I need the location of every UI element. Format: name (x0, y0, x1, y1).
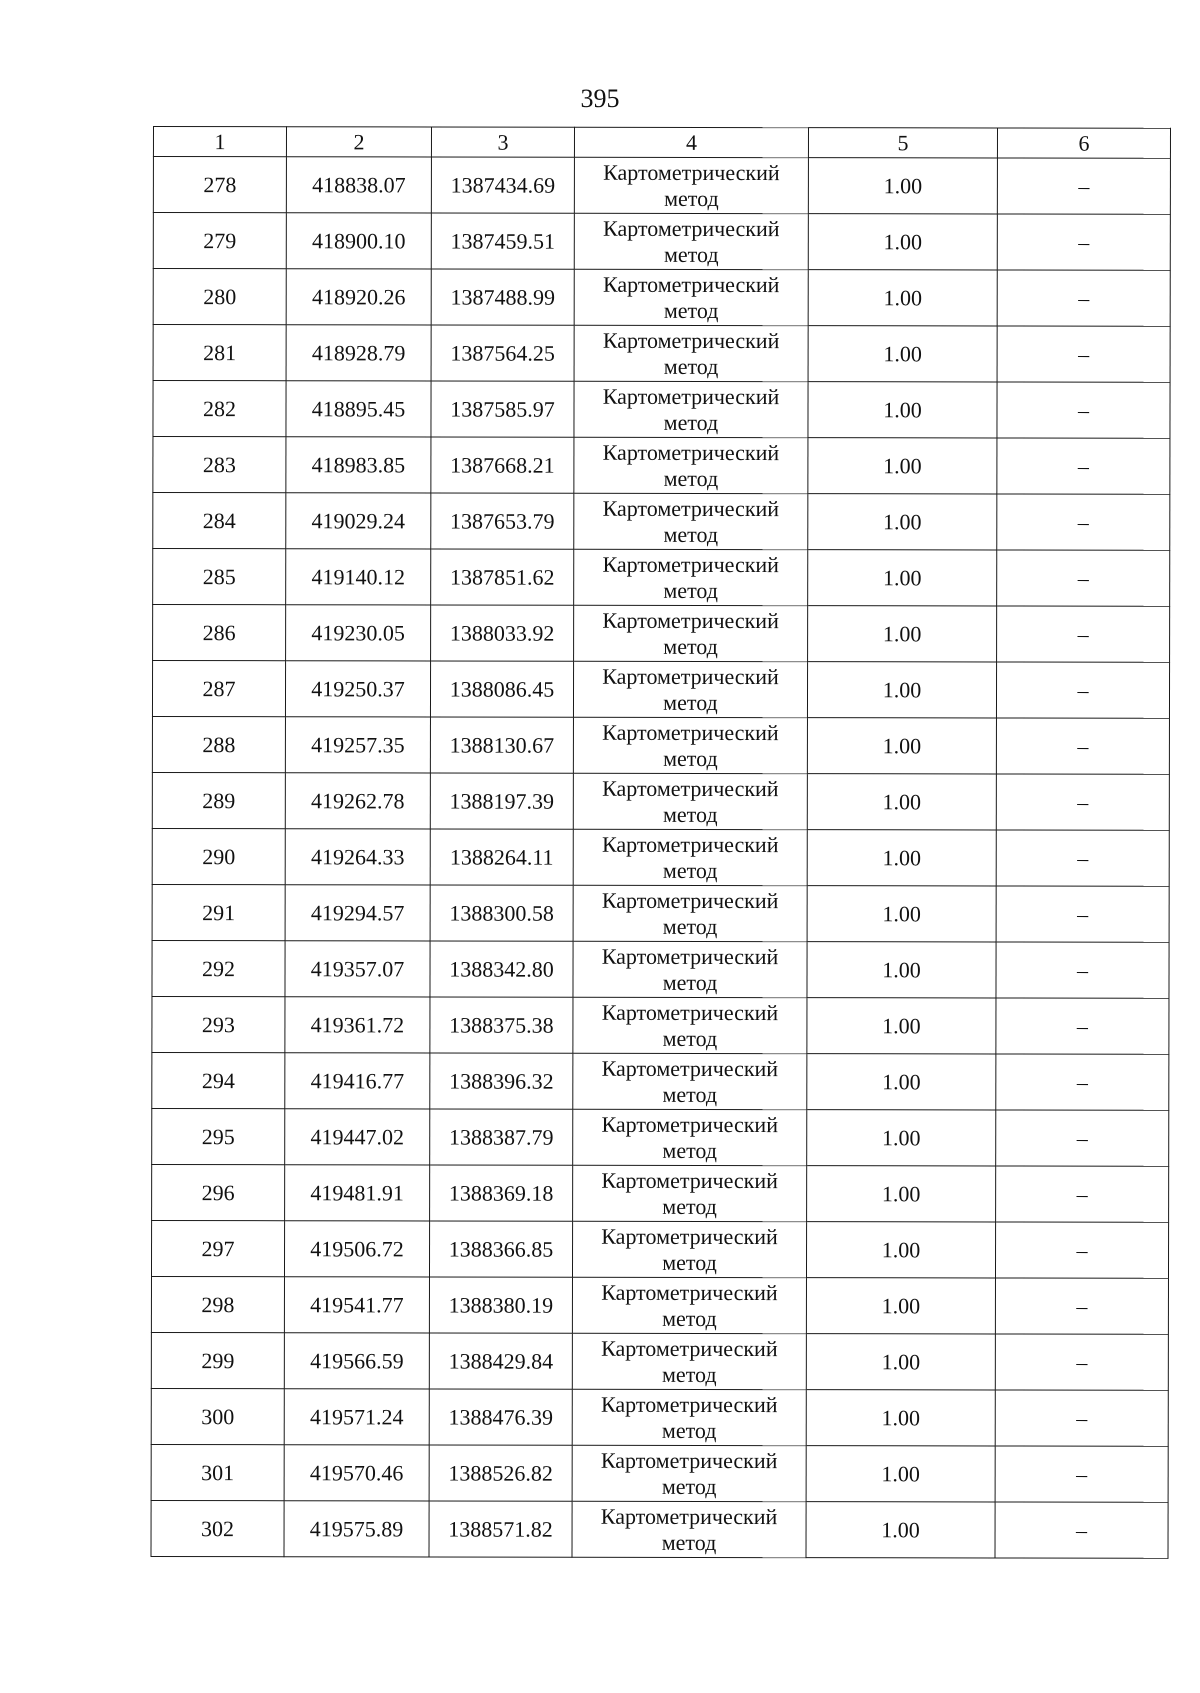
cell-method: Картометрический метод (574, 493, 808, 549)
cell-y-coordinate: 1387434.69 (431, 157, 574, 213)
cell-point-number: 283 (153, 437, 286, 493)
cell-x-coordinate: 419481.91 (285, 1165, 430, 1221)
cell-y-coordinate: 1388342.80 (430, 941, 573, 997)
cell-method: Картометрический метод (573, 941, 807, 997)
cell-x-coordinate: 419571.24 (284, 1389, 429, 1445)
cell-note: – (997, 438, 1170, 494)
cell-point-number: 301 (151, 1444, 284, 1500)
cell-method: Картометрический метод (573, 1109, 807, 1165)
cell-method: Картометрический метод (574, 157, 808, 213)
cell-accuracy: 1.00 (806, 1222, 995, 1278)
cell-note: – (996, 886, 1169, 942)
cell-y-coordinate: 1388375.38 (430, 997, 573, 1053)
cell-y-coordinate: 1387668.21 (431, 437, 574, 493)
cell-point-number: 299 (151, 1332, 284, 1388)
cell-point-number: 280 (153, 269, 286, 325)
cell-method: Картометрический метод (574, 381, 808, 437)
table-row (153, 549, 1170, 607)
cell-note: – (996, 998, 1169, 1054)
cell-point-number: 286 (153, 605, 286, 661)
table-row (151, 1276, 1168, 1334)
cell-method: Картометрический метод (573, 773, 807, 829)
table-row (153, 493, 1170, 551)
cell-y-coordinate: 1388300.58 (430, 885, 573, 941)
cell-method: Картометрический метод (572, 1277, 806, 1333)
cell-point-number: 292 (152, 940, 285, 996)
cell-y-coordinate: 1388387.79 (430, 1109, 573, 1165)
cell-point-number: 285 (153, 549, 286, 605)
cell-method: Картометрический метод (573, 1165, 807, 1221)
table-row (152, 940, 1169, 998)
header-col-2: 2 (286, 127, 431, 157)
table-body (151, 157, 1170, 1559)
table-row (152, 1164, 1169, 1222)
cell-note: – (997, 270, 1170, 326)
table-row (152, 661, 1169, 719)
cell-y-coordinate: 1387585.97 (431, 381, 574, 437)
cell-accuracy: 1.00 (808, 326, 997, 382)
cell-y-coordinate: 1388369.18 (430, 1165, 573, 1221)
cell-note: – (995, 1334, 1168, 1390)
cell-point-number: 281 (153, 325, 286, 381)
cell-note: – (997, 382, 1170, 438)
cell-accuracy: 1.00 (808, 550, 997, 606)
cell-y-coordinate: 1388526.82 (429, 1445, 572, 1501)
table-row (153, 269, 1170, 327)
cell-point-number: 278 (153, 157, 286, 213)
cell-y-coordinate: 1388380.19 (429, 1277, 572, 1333)
cell-point-number: 291 (152, 884, 285, 940)
cell-accuracy: 1.00 (808, 438, 997, 494)
cell-accuracy: 1.00 (808, 494, 997, 550)
cell-x-coordinate: 418838.07 (286, 157, 431, 213)
cell-method: Картометрический метод (573, 661, 807, 717)
cell-note: – (995, 1390, 1168, 1446)
cell-method: Картометрический метод (574, 549, 808, 605)
page-number: 395 (580, 84, 620, 113)
table-row (151, 1444, 1168, 1502)
table-row (153, 325, 1170, 383)
header-row (153, 127, 1170, 159)
cell-y-coordinate: 1388264.11 (430, 829, 573, 885)
cell-accuracy: 1.00 (807, 662, 996, 718)
cell-x-coordinate: 419416.77 (285, 1053, 430, 1109)
cell-method: Картометрический метод (574, 437, 808, 493)
cell-method: Картометрический метод (574, 325, 808, 381)
cell-accuracy: 1.00 (806, 1390, 995, 1446)
cell-point-number: 302 (151, 1500, 284, 1556)
cell-point-number: 297 (151, 1220, 284, 1276)
table-row (153, 381, 1170, 439)
table-row (151, 1388, 1168, 1446)
cell-accuracy: 1.00 (806, 1502, 995, 1558)
cell-point-number: 289 (152, 772, 285, 828)
cell-x-coordinate: 419294.57 (285, 885, 430, 941)
cell-accuracy: 1.00 (806, 1278, 995, 1334)
cell-point-number: 282 (153, 381, 286, 437)
cell-method: Картометрический метод (573, 997, 807, 1053)
cell-method: Картометрический метод (573, 717, 807, 773)
cell-point-number: 294 (152, 1052, 285, 1108)
cell-method: Картометрический метод (573, 829, 807, 885)
cell-x-coordinate: 419029.24 (286, 493, 431, 549)
cell-point-number: 293 (152, 996, 285, 1052)
cell-accuracy: 1.00 (807, 942, 996, 998)
cell-method: Картометрический метод (572, 1333, 806, 1389)
cell-point-number: 295 (152, 1108, 285, 1164)
cell-point-number: 290 (152, 828, 285, 884)
table-row (153, 213, 1170, 271)
cell-point-number: 287 (152, 661, 285, 717)
cell-x-coordinate: 418983.85 (286, 437, 431, 493)
cell-x-coordinate: 419447.02 (285, 1109, 430, 1165)
cell-x-coordinate: 419357.07 (285, 941, 430, 997)
cell-method: Картометрический метод (574, 213, 808, 269)
cell-note: – (996, 718, 1169, 774)
cell-note: – (996, 774, 1169, 830)
cell-accuracy: 1.00 (807, 1054, 996, 1110)
cell-method: Картометрический метод (572, 1501, 806, 1557)
cell-x-coordinate: 419250.37 (285, 661, 430, 717)
table-row (151, 1220, 1168, 1278)
cell-accuracy: 1.00 (807, 830, 996, 886)
cell-y-coordinate: 1388086.45 (430, 661, 573, 717)
cell-method: Картометрический метод (574, 605, 808, 661)
cell-note: – (995, 1278, 1168, 1334)
cell-accuracy: 1.00 (808, 158, 997, 214)
header-col-4: 4 (574, 127, 808, 157)
cell-accuracy: 1.00 (808, 270, 997, 326)
table-row (153, 157, 1170, 215)
header-col-1: 1 (153, 127, 286, 157)
cell-point-number: 288 (152, 717, 285, 773)
cell-x-coordinate: 418900.10 (286, 213, 431, 269)
cell-x-coordinate: 419264.33 (285, 829, 430, 885)
cell-method: Картометрический метод (574, 269, 808, 325)
table-row (152, 1052, 1169, 1110)
cell-note: – (996, 1110, 1169, 1166)
cell-accuracy: 1.00 (807, 1166, 996, 1222)
cell-y-coordinate: 1387851.62 (431, 549, 574, 605)
cell-x-coordinate: 418928.79 (286, 325, 431, 381)
cell-y-coordinate: 1388130.67 (430, 717, 573, 773)
table-row (152, 717, 1169, 775)
cell-x-coordinate: 419361.72 (285, 997, 430, 1053)
header-col-6: 6 (997, 128, 1170, 158)
cell-method: Картометрический метод (573, 1053, 807, 1109)
cell-y-coordinate: 1387488.99 (431, 269, 574, 325)
cell-y-coordinate: 1388476.39 (429, 1389, 572, 1445)
cell-point-number: 284 (153, 493, 286, 549)
cell-y-coordinate: 1387653.79 (431, 493, 574, 549)
cell-note: – (995, 1446, 1168, 1502)
cell-accuracy: 1.00 (808, 214, 997, 270)
cell-method: Картометрический метод (573, 885, 807, 941)
cell-note: – (997, 550, 1170, 606)
header-col-5: 5 (808, 128, 997, 158)
cell-y-coordinate: 1388396.32 (430, 1053, 573, 1109)
cell-x-coordinate: 418895.45 (286, 381, 431, 437)
cell-y-coordinate: 1387459.51 (431, 213, 574, 269)
cell-note: – (997, 214, 1170, 270)
cell-x-coordinate: 419257.35 (285, 717, 430, 773)
cell-note: – (997, 158, 1170, 214)
cell-note: – (996, 830, 1169, 886)
cell-y-coordinate: 1388571.82 (429, 1501, 572, 1557)
cell-y-coordinate: 1388197.39 (430, 773, 573, 829)
cell-x-coordinate: 419506.72 (284, 1221, 429, 1277)
cell-note: – (996, 662, 1169, 718)
cell-note: – (995, 1502, 1168, 1558)
cell-accuracy: 1.00 (806, 1446, 995, 1502)
table-row (151, 1332, 1168, 1390)
cell-point-number: 279 (153, 213, 286, 269)
cell-accuracy: 1.00 (807, 886, 996, 942)
cell-method: Картометрический метод (572, 1445, 806, 1501)
cell-x-coordinate: 419230.05 (286, 605, 431, 661)
cell-note: – (995, 1222, 1168, 1278)
cell-y-coordinate: 1388429.84 (429, 1333, 572, 1389)
table-header (153, 127, 1170, 159)
cell-y-coordinate: 1388033.92 (431, 605, 574, 661)
cell-x-coordinate: 419570.46 (284, 1445, 429, 1501)
cell-y-coordinate: 1388366.85 (429, 1221, 572, 1277)
cell-note: – (997, 606, 1170, 662)
cell-note: – (996, 1166, 1169, 1222)
table-row (151, 1500, 1168, 1558)
cell-accuracy: 1.00 (807, 774, 996, 830)
cell-accuracy: 1.00 (806, 1334, 995, 1390)
cell-point-number: 300 (151, 1388, 284, 1444)
cell-method: Картометрический метод (572, 1389, 806, 1445)
table-row (152, 996, 1169, 1054)
table-row (153, 437, 1170, 495)
table-row (152, 772, 1169, 830)
cell-accuracy: 1.00 (807, 1110, 996, 1166)
coordinates-table (151, 126, 1171, 1559)
cell-y-coordinate: 1387564.25 (431, 325, 574, 381)
table-row (152, 828, 1169, 886)
cell-x-coordinate: 418920.26 (286, 269, 431, 325)
cell-note: – (997, 494, 1170, 550)
cell-note: – (996, 942, 1169, 998)
cell-x-coordinate: 419262.78 (285, 773, 430, 829)
cell-point-number: 298 (151, 1276, 284, 1332)
cell-x-coordinate: 419566.59 (284, 1333, 429, 1389)
header-col-3: 3 (431, 127, 574, 157)
cell-accuracy: 1.00 (807, 998, 996, 1054)
cell-accuracy: 1.00 (808, 382, 997, 438)
cell-x-coordinate: 419575.89 (284, 1501, 429, 1557)
cell-note: – (996, 1054, 1169, 1110)
cell-method: Картометрический метод (572, 1221, 806, 1277)
cell-x-coordinate: 419140.12 (286, 549, 431, 605)
table-row (152, 884, 1169, 942)
cell-accuracy: 1.00 (808, 606, 997, 662)
table-row (152, 1108, 1169, 1166)
cell-accuracy: 1.00 (807, 718, 996, 774)
cell-x-coordinate: 419541.77 (284, 1277, 429, 1333)
table-row (153, 605, 1170, 663)
cell-note: – (997, 326, 1170, 382)
cell-point-number: 296 (152, 1164, 285, 1220)
